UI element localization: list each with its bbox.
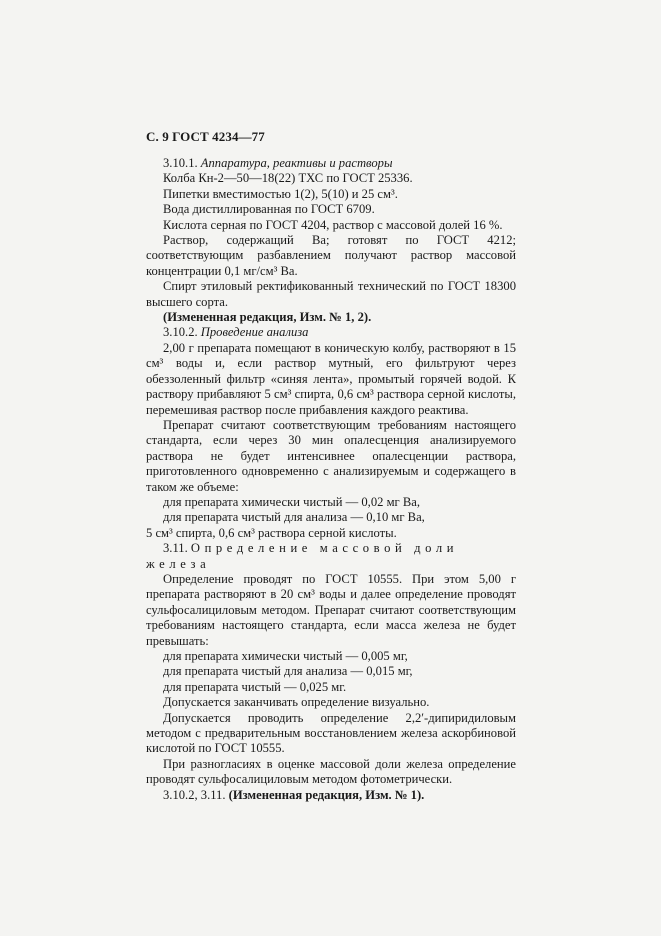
page-header: С. 9 ГОСТ 4234—77 [146, 129, 265, 144]
paragraph-visual: Допускается заканчивать определение визуально. [163, 695, 430, 710]
paragraph-ba-tail: 5 см³ спирта, 0,6 см³ раствора серной кислоты. [146, 525, 397, 540]
paragraph-acid: Кислота серная по ГОСТ 4204, раствор с массовой долей 16 %. [163, 217, 503, 232]
section-3-11-heading [146, 541, 516, 572]
section-number: 3.10.1. [163, 156, 201, 170]
section-3-10-2-heading [146, 325, 516, 340]
paragraph-flask: Колба Кн-2—50—18(22) ТХС по ГОСТ 25336. [163, 171, 413, 186]
paragraph-alcohol: Спирт этиловый ректификованный технический по ГОСТ 18300 высшего сорта. [146, 279, 516, 309]
edit-note-2: (Измененная редакция, Изм. № 1). [228, 787, 425, 802]
paragraph-procedure-1: 2,00 г препарата помещают в коническую колбу, растворяют в 15 см³ воды и, если раствор мутный, его фильтруют через обеззоленный фильтр «синяя лента», промытый горячей водой. К раствору прибавляют 5 см³ спирта, 0,6 см³ раствора серной кислоты, перемешивая раствор после прибавления каждого реактива. [146, 340, 516, 417]
section-title: Аппаратура, реактивы и растворы [200, 156, 393, 170]
limit-fe-chemically-pure: для препарата химически чистый — 0,005 мг, [163, 649, 408, 663]
paragraph-ba-solution: Раствор, содержащий Ва; готовят по ГОСТ 4212; соответствующим разбавлением получают раствор массовой концентрации 0,1 мг/см³ Ва. [146, 233, 516, 278]
final-edit-note [146, 788, 516, 803]
paragraph-water: Вода дистиллированная по ГОСТ 6709. [163, 202, 375, 217]
paragraph-pipettes: Пипетки вместимостью 1(2), 5(10) и 25 см³. [163, 186, 398, 201]
section-title: Проведение анализа [200, 325, 309, 340]
edit-note-1: (Измененная редакция, Изм. № 1, 2). [163, 310, 372, 325]
limit-ba-analysis-grade: для препарата чистый для анализа — 0,10 мг Ва, [163, 510, 425, 525]
section-number: 3.10.2. [163, 325, 201, 340]
paragraph-dipyridyl: Допускается проводить определение 2,2′-дипиридиловым методом с предварительным восстановлением железа аскорбиновой кислотой по ГОСТ 10555. [146, 710, 516, 756]
section-number: 3.11. [163, 541, 191, 556]
paragraph-procedure-2: Препарат считают соответствующим требованиям настоящего стандарта, если через 30 мин опалесценция анализируемого раствора не будет интенсивнее опалесценции раствора, приготовленного одновременно с анализируемым и содержащего в таком же объеме: [146, 417, 516, 494]
limit-ba-chemically-pure: для препарата химически чистый — 0,02 мг Ва, [163, 494, 420, 509]
paragraph-iron-1: Определение проводят по ГОСТ 10555. При этом 5,00 г препарата растворяют в 20 см³ воды и далее определение проводят сульфосалициловым методом. Препарат считают соответствующим требованиям настоящего стандарта, если масса железа не будет превышать: [146, 571, 516, 648]
limit-fe-pure: для препарата чистый — 0,025 мг. [163, 679, 347, 694]
limit-fe-analysis-grade: для препарата чистый для анализа — 0,015 мг, [163, 664, 413, 679]
paragraph-dispute: При разногласиях в оценке массовой доли железа определение проводят сульфосалициловым методом фотометрически. [146, 756, 516, 787]
section-title: Определение массовой доли железа [146, 541, 459, 571]
document-body [146, 156, 516, 803]
section-refs: 3.10.2, 3.11. [163, 787, 229, 802]
section-3-10-1-heading [146, 156, 516, 171]
